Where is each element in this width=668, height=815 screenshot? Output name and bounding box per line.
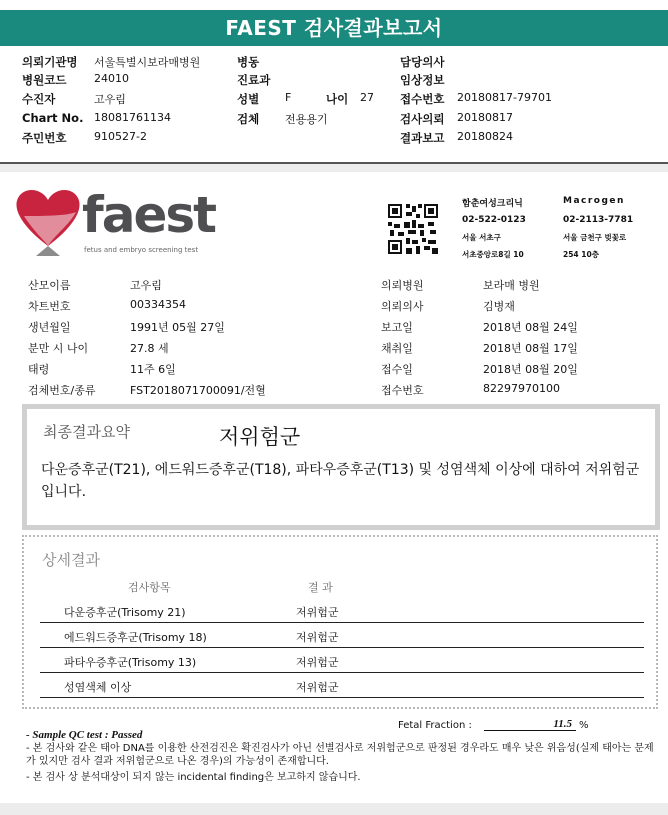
age-label: 나이 [326, 92, 349, 106]
request-value: 20180817 [457, 111, 513, 124]
fetal-fraction-unit: % [579, 720, 589, 731]
summary-title: 최종결과요약 [43, 423, 130, 441]
ward-label: 병동 [237, 55, 260, 69]
receipt-date-value: 2018년 08월 20일 [483, 363, 578, 376]
report-title: FAEST 검사결과보고서 [0, 10, 668, 46]
delivery-age-value: 27.8 세 [130, 342, 169, 355]
sample-qc: - Sample QC test : Passed [26, 729, 143, 741]
chart-no-label: 차트번호 [28, 300, 71, 313]
col-item-header: 검사항목 [128, 581, 171, 594]
report-date-label: 보고일 [381, 321, 413, 334]
lab2-address-1: 서울 금천구 벚꽃로 [563, 233, 627, 242]
code-value: 24010 [94, 72, 129, 85]
receipt-no-label: 접수번호 [400, 92, 445, 106]
row-result: 저위험군 [296, 681, 339, 694]
chart-no-value: 00334354 [130, 298, 186, 311]
delivery-age-label: 분만 시 나이 [28, 342, 89, 355]
lab1-phone: 02-522-0123 [462, 215, 526, 225]
table-row [40, 648, 644, 673]
table-row [40, 598, 644, 623]
specimen-no-value: FST2018071700091/전혈 [130, 384, 266, 397]
specimen-value: 전용용기 [285, 113, 328, 126]
lab1-address-2: 서초중앙로8길 10 [462, 250, 524, 259]
row-result: 저위험군 [296, 606, 339, 619]
qr-code-icon [388, 204, 438, 254]
gestational-age-label: 태령 [28, 363, 50, 376]
receipt-number-value: 82297970100 [483, 382, 560, 395]
receipt-no-value: 20180817-79701 [457, 91, 552, 104]
ref-hospital-value: 보라매 병원 [483, 279, 540, 292]
sex-value: F [285, 91, 292, 104]
id-label: 주민번호 [22, 131, 67, 145]
summary-text: 다운증후군(T21), 에드워드증후군(T18), 파타우증후군(T13) 및 성염색체 이상에 대하여 저위험군입니다. [41, 462, 640, 500]
bottom-band [0, 803, 668, 815]
ref-doctor-value: 김병재 [483, 300, 515, 313]
specimen-no-label: 검체번호/종류 [28, 384, 96, 397]
ref-hospital-label: 의뢰병원 [381, 279, 424, 292]
hospital-label: 의뢰기관명 [22, 55, 78, 69]
mother-label: 산모이름 [28, 279, 71, 292]
request-label: 검사의뢰 [400, 112, 445, 126]
ref-doctor-label: 의뢰의사 [381, 300, 424, 313]
dob-label: 생년월일 [28, 321, 71, 334]
receipt-date-label: 접수일 [381, 363, 413, 376]
detail-title: 상세결과 [42, 551, 100, 569]
specimen-label: 검체 [237, 112, 260, 126]
summary-result: 저위험군 [219, 425, 301, 449]
mother-value: 고우림 [130, 279, 162, 292]
code-label: 병원코드 [22, 73, 67, 87]
report-date-value: 2018년 08월 24일 [483, 321, 578, 334]
lab2-name: Macrogen [563, 196, 625, 206]
lab2-address-2: 254 10층 [563, 250, 599, 259]
doctor-label: 담당의사 [400, 55, 445, 69]
row-item: 다운증후군(Trisomy 21) [64, 606, 186, 619]
chart-label: Chart No. [22, 111, 84, 125]
note-false-negative: - 본 검사와 같은 태아 DNA를 이용한 산전검진은 확진검사가 아닌 선별검사로 저위험군으로 판정된 경우라도 매우 낮은 위음성(실제 태아는 문제가 있지만 검사 결과 저위험군으로 나온 경우)의 가능성이 존재합니다. [26, 743, 654, 767]
logo-wordmark: faest [82, 186, 216, 244]
row-item: 에드워드증후군(Trisomy 18) [64, 631, 207, 644]
lab1-address-1: 서울 서초구 [462, 233, 501, 242]
summary-box [22, 404, 660, 530]
faest-logo [14, 186, 216, 260]
table-row [40, 623, 644, 648]
detail-results [22, 535, 658, 709]
fetal-fraction-value: 11.5 [484, 718, 576, 731]
id-value: 910527-2 [94, 130, 147, 143]
table-row [40, 673, 644, 698]
collection-date-value: 2018년 08월 17일 [483, 342, 578, 355]
receiver-label: 수진자 [22, 92, 56, 106]
row-item: 성염색체 이상 [64, 681, 132, 694]
lab2-phone: 02-2113-7781 [563, 215, 634, 225]
lab1-name: 함춘여성크리닉 [462, 199, 523, 209]
age-value: 27 [360, 91, 374, 104]
note-incidental: - 본 검사 상 분석대상이 되지 않는 incidental finding은 보고하지 않습니다. [26, 772, 361, 783]
sex-label: 성별 [237, 92, 260, 106]
receipt-number-label: 접수번호 [381, 384, 424, 397]
col-result-header: 결 과 [308, 581, 333, 594]
collection-date-label: 채취일 [381, 342, 413, 355]
receiver-value: 고우림 [94, 93, 126, 106]
row-item: 파타우증후군(Trisomy 13) [64, 656, 197, 669]
hospital-value: 서울특별시보라매병원 [94, 56, 201, 69]
row-result: 저위험군 [296, 631, 339, 644]
fetal-fraction-label: Fetal Fraction : [398, 720, 472, 731]
row-result: 저위험군 [296, 656, 339, 669]
dept-label: 진료과 [237, 73, 271, 87]
dob-value: 1991년 05월 27일 [130, 321, 225, 334]
report-header [0, 50, 668, 162]
chart-value: 18081761134 [94, 111, 171, 124]
gestational-age-value: 11주 6일 [130, 363, 176, 376]
logo-tagline: fetus and embryo screening test [84, 246, 199, 254]
report-label: 결과보고 [400, 131, 445, 145]
report-value: 20180824 [457, 130, 513, 143]
clinical-label: 임상정보 [400, 73, 445, 87]
divider-band [0, 164, 668, 172]
heart-logo-icon [14, 186, 84, 258]
